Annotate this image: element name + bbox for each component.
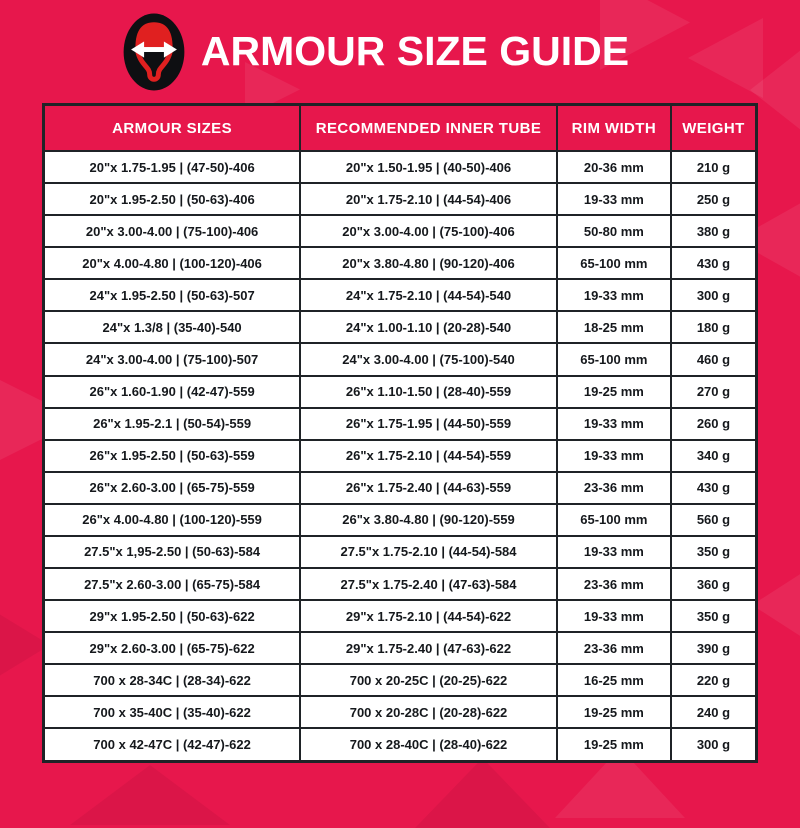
table-cell: 18-25 mm bbox=[557, 311, 671, 343]
table-row bbox=[44, 568, 757, 600]
table-cell: 220 g bbox=[671, 664, 757, 696]
table-cell: 350 g bbox=[671, 600, 757, 632]
table-cell: 26"x 3.80-4.80 | (90-120)-559 bbox=[300, 504, 557, 536]
table-body bbox=[44, 151, 757, 762]
table-cell: 65-100 mm bbox=[557, 504, 671, 536]
table-cell: 27.5"x 2.60-3.00 | (65-75)-584 bbox=[44, 568, 301, 600]
table-header-row bbox=[44, 105, 757, 152]
table-cell: 700 x 28-34C | (28-34)-622 bbox=[44, 664, 301, 696]
table-cell: 26"x 1.75-2.10 | (44-54)-559 bbox=[300, 440, 557, 472]
table-cell: 29"x 1.75-2.40 | (47-63)-622 bbox=[300, 632, 557, 664]
table-cell: 430 g bbox=[671, 472, 757, 504]
table-cell: 20"x 4.00-4.80 | (100-120)-406 bbox=[44, 247, 301, 279]
table-row bbox=[44, 472, 757, 504]
column-header-armour-sizes: ARMOUR SIZES bbox=[44, 105, 301, 152]
table-cell: 27.5"x 1.75-2.40 | (47-63)-584 bbox=[300, 568, 557, 600]
table-cell: 24"x 1.95-2.50 | (50-63)-507 bbox=[44, 279, 301, 311]
table-cell: 26"x 4.00-4.80 | (100-120)-559 bbox=[44, 504, 301, 536]
table-cell: 26"x 1.95-2.1 | (50-54)-559 bbox=[44, 408, 301, 440]
table-cell: 380 g bbox=[671, 215, 757, 247]
table-cell: 700 x 20-28C | (20-28)-622 bbox=[300, 696, 557, 728]
table-row bbox=[44, 440, 757, 472]
table-cell: 250 g bbox=[671, 183, 757, 215]
table-row bbox=[44, 215, 757, 247]
table-row bbox=[44, 376, 757, 408]
table-cell: 19-33 mm bbox=[557, 183, 671, 215]
table-row bbox=[44, 183, 757, 215]
table-cell: 360 g bbox=[671, 568, 757, 600]
table-cell: 20"x 1.50-1.95 | (40-50)-406 bbox=[300, 151, 557, 183]
size-table bbox=[42, 103, 758, 763]
table-cell: 20"x 1.75-1.95 | (47-50)-406 bbox=[44, 151, 301, 183]
table-cell: 700 x 42-47C | (42-47)-622 bbox=[44, 728, 301, 761]
column-header-inner-tube: RECOMMENDED INNER TUBE bbox=[300, 105, 557, 152]
table-cell: 390 g bbox=[671, 632, 757, 664]
table-cell: 20"x 3.80-4.80 | (90-120)-406 bbox=[300, 247, 557, 279]
table-cell: 300 g bbox=[671, 728, 757, 761]
table-cell: 29"x 1.75-2.10 | (44-54)-622 bbox=[300, 600, 557, 632]
table-cell: 210 g bbox=[671, 151, 757, 183]
table-cell: 24"x 3.00-4.00 | (75-100)-540 bbox=[300, 343, 557, 375]
table-cell: 20"x 3.00-4.00 | (75-100)-406 bbox=[300, 215, 557, 247]
table-cell: 19-33 mm bbox=[557, 408, 671, 440]
table-row bbox=[44, 247, 757, 279]
table-cell: 20"x 1.95-2.50 | (50-63)-406 bbox=[44, 183, 301, 215]
background-pattern-shape bbox=[415, 758, 550, 828]
table-cell: 50-80 mm bbox=[557, 215, 671, 247]
table-cell: 700 x 20-25C | (20-25)-622 bbox=[300, 664, 557, 696]
table-cell: 560 g bbox=[671, 504, 757, 536]
table-cell: 350 g bbox=[671, 536, 757, 568]
table-cell: 26"x 1.95-2.50 | (50-63)-559 bbox=[44, 440, 301, 472]
table-cell: 430 g bbox=[671, 247, 757, 279]
table-cell: 16-25 mm bbox=[557, 664, 671, 696]
table-cell: 26"x 1.60-1.90 | (42-47)-559 bbox=[44, 376, 301, 408]
table-cell: 65-100 mm bbox=[557, 247, 671, 279]
table-container bbox=[42, 103, 758, 763]
table-cell: 340 g bbox=[671, 440, 757, 472]
table-cell: 700 x 28-40C | (28-40)-622 bbox=[300, 728, 557, 761]
table-cell: 19-25 mm bbox=[557, 376, 671, 408]
table-cell: 460 g bbox=[671, 343, 757, 375]
table-row bbox=[44, 408, 757, 440]
table-cell: 19-25 mm bbox=[557, 696, 671, 728]
table-row bbox=[44, 343, 757, 375]
column-header-weight: WEIGHT bbox=[671, 105, 757, 152]
table-cell: 24"x 1.00-1.10 | (20-28)-540 bbox=[300, 311, 557, 343]
table-cell: 24"x 3.00-4.00 | (75-100)-507 bbox=[44, 343, 301, 375]
table-cell: 260 g bbox=[671, 408, 757, 440]
table-cell: 23-36 mm bbox=[557, 568, 671, 600]
table-cell: 20"x 3.00-4.00 | (75-100)-406 bbox=[44, 215, 301, 247]
table-cell: 26"x 1.10-1.50 | (28-40)-559 bbox=[300, 376, 557, 408]
table-cell: 20-36 mm bbox=[557, 151, 671, 183]
table-row bbox=[44, 536, 757, 568]
table-cell: 19-33 mm bbox=[557, 600, 671, 632]
table-cell: 23-36 mm bbox=[557, 472, 671, 504]
table-row bbox=[44, 696, 757, 728]
table-cell: 24"x 1.3/8 | (35-40)-540 bbox=[44, 311, 301, 343]
table-cell: 27.5"x 1,95-2.50 | (50-63)-584 bbox=[44, 536, 301, 568]
table-cell: 27.5"x 1.75-2.10 | (44-54)-584 bbox=[300, 536, 557, 568]
table-cell: 700 x 35-40C | (35-40)-622 bbox=[44, 696, 301, 728]
background-pattern-shape bbox=[70, 765, 230, 825]
table-cell: 240 g bbox=[671, 696, 757, 728]
table-row bbox=[44, 151, 757, 183]
page-header bbox=[0, 0, 776, 103]
table-cell: 180 g bbox=[671, 311, 757, 343]
table-cell: 300 g bbox=[671, 279, 757, 311]
table-row bbox=[44, 728, 757, 761]
table-row bbox=[44, 632, 757, 664]
tire-width-arrow-icon bbox=[123, 12, 185, 92]
table-cell: 19-25 mm bbox=[557, 728, 671, 761]
table-row bbox=[44, 279, 757, 311]
table-cell: 65-100 mm bbox=[557, 343, 671, 375]
table-row bbox=[44, 600, 757, 632]
table-cell: 19-33 mm bbox=[557, 440, 671, 472]
table-cell: 26"x 1.75-2.40 | (44-63)-559 bbox=[300, 472, 557, 504]
table-cell: 29"x 1.95-2.50 | (50-63)-622 bbox=[44, 600, 301, 632]
table-cell: 19-33 mm bbox=[557, 536, 671, 568]
table-row bbox=[44, 664, 757, 696]
table-cell: 270 g bbox=[671, 376, 757, 408]
table-cell: 20"x 1.75-2.10 | (44-54)-406 bbox=[300, 183, 557, 215]
table-row bbox=[44, 311, 757, 343]
column-header-rim-width: RIM WIDTH bbox=[557, 105, 671, 152]
table-cell: 29"x 2.60-3.00 | (65-75)-622 bbox=[44, 632, 301, 664]
background-pattern-shape bbox=[752, 560, 800, 650]
table-cell: 19-33 mm bbox=[557, 279, 671, 311]
table-row bbox=[44, 504, 757, 536]
table-cell: 26"x 1.75-1.95 | (44-50)-559 bbox=[300, 408, 557, 440]
page-title: ARMOUR SIZE GUIDE bbox=[200, 28, 630, 74]
table-cell: 23-36 mm bbox=[557, 632, 671, 664]
table-cell: 26"x 2.60-3.00 | (65-75)-559 bbox=[44, 472, 301, 504]
table-cell: 24"x 1.75-2.10 | (44-54)-540 bbox=[300, 279, 557, 311]
